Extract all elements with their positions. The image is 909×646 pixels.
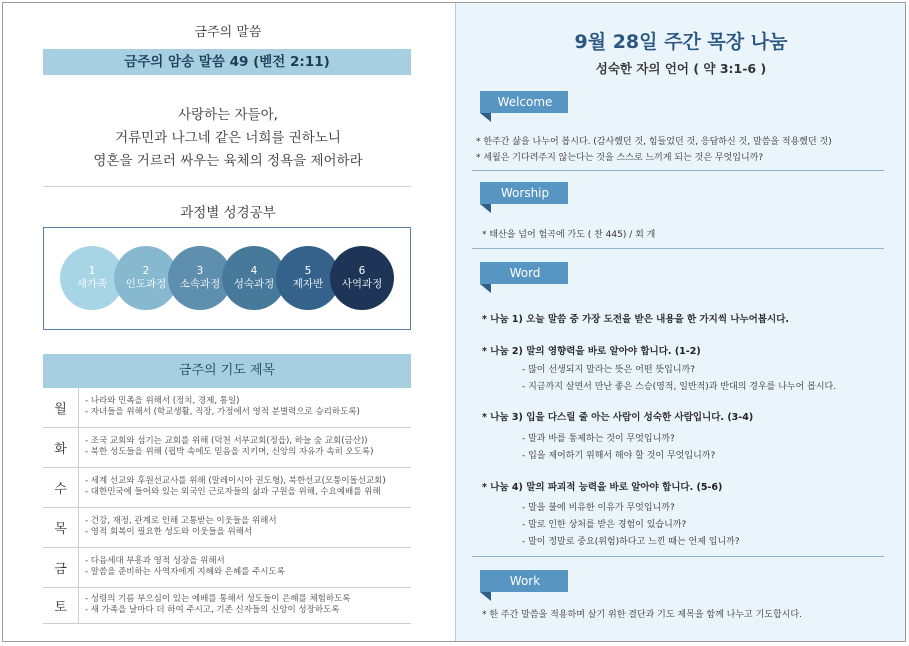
prayer-row-fri bbox=[43, 548, 411, 588]
bulletin-page bbox=[2, 2, 906, 642]
question-item: - 말과 바를 통제하는 것이 무엇입니까? bbox=[522, 434, 675, 444]
divider bbox=[472, 556, 884, 557]
question-item: - 지금까지 살면서 만난 좋은 스승(영적, 일반적)과 반대의 경우를 나누어 봅시다. bbox=[522, 382, 837, 392]
prayer-day: 월 bbox=[43, 388, 79, 427]
left-panel bbox=[3, 3, 453, 641]
weekly-word-header: 금주의 말씀 bbox=[194, 25, 262, 40]
prayer-line: - 다음세대 부흥과 영적 성장을 위해서 bbox=[85, 556, 225, 566]
divider bbox=[472, 170, 884, 171]
prayer-line: - 조국 교회와 섬기는 교회를 위해 (덕천 서부교회(정읍), 하늘 숲 교회(금산)) bbox=[85, 436, 368, 446]
question-item: - 말이 정말로 중요(위험)하다고 느낀 때는 언제 입니까? bbox=[522, 537, 740, 547]
prayer-line: - 성령의 기름 부으심이 있는 예배를 통해서 성도들이 은혜를 체험하도록 bbox=[85, 594, 351, 604]
sharing-subtitle: 성숙한 자의 언어 ( 약 3:1-6 ) bbox=[595, 61, 767, 76]
prayer-row-mon bbox=[43, 388, 411, 428]
question-item: - 말로 인한 상처를 받은 경험이 있습니까? bbox=[522, 520, 687, 530]
welcome-line-1: * 한주간 삶을 나누어 봅시다. (감사했던 것, 힘들었던 것, 응답하신 것, 말씀을 적용했던 것) bbox=[476, 137, 832, 147]
worship-line: * 태산을 넘어 험곡에 가도 ( 찬 445) / 회 개 bbox=[482, 230, 656, 240]
course-name: 새가족 bbox=[76, 278, 108, 290]
prayer-line: - 건강, 재정, 관계로 인해 고통받는 이웃들을 위해서 bbox=[85, 516, 277, 526]
question-item: - 입을 제어하기 위해서 해야 할 것이 무엇입니까? bbox=[522, 451, 716, 461]
prayer-row-sat bbox=[43, 588, 411, 624]
course-number: 3 bbox=[196, 265, 204, 277]
prayer-line: - 자녀들을 위해서 (학교생활, 직장, 가정에서 영적 분별력으로 승리하도록) bbox=[85, 407, 360, 417]
course-number: 4 bbox=[250, 265, 258, 277]
divider bbox=[43, 186, 411, 187]
prayer-day: 수 bbox=[43, 468, 79, 507]
course-diagram bbox=[43, 227, 411, 330]
prayer-day: 목 bbox=[43, 508, 79, 547]
prayer-line: - 말씀을 준비하는 사역자에게 지혜와 은혜를 주시도록 bbox=[85, 567, 285, 577]
course-name: 사역과정 bbox=[341, 278, 383, 290]
sharing-question-1: * 나눔 1) 오늘 말씀 중 가장 도전을 받은 내용을 한 가지씩 나누어봅시다. bbox=[482, 314, 789, 325]
sharing-question-2: * 나눔 2) 말의 영향력을 바로 알아야 합니다. (1-2) bbox=[482, 346, 701, 357]
prayer-line: - 세계 선교와 후원선교사를 위해 (말레이시아 권도형), 북한선교(모퉁이돌선교회) bbox=[85, 476, 386, 486]
sharing-question-3: * 나눔 3) 입을 다스릴 줄 아는 사람이 성숙한 사람입니다. (3-4) bbox=[482, 412, 754, 423]
course-circle-6 bbox=[330, 246, 394, 310]
course-number: 5 bbox=[304, 265, 312, 277]
study-title: 과정별 성경공부 bbox=[180, 205, 276, 221]
course-number: 2 bbox=[142, 265, 150, 277]
work-line: * 한 주간 말씀을 적용하며 살기 위한 결단과 기도 제목을 함께 나누고 기도합시다. bbox=[482, 610, 802, 620]
prayer-row-tue bbox=[43, 428, 411, 468]
prayer-line: - 영적 회복이 필요한 성도와 이웃들을 위해서 bbox=[85, 527, 253, 537]
prayer-row-wed bbox=[43, 468, 411, 508]
verse-line-1: 사랑하는 자들아, bbox=[178, 107, 278, 123]
memory-verse-title: 금주의 암송 말씀 49 (벧전 2:11) bbox=[43, 49, 411, 75]
welcome-tag: Welcome bbox=[480, 91, 568, 113]
right-panel bbox=[455, 3, 905, 641]
prayer-day: 금 bbox=[43, 548, 79, 587]
sharing-title: 9월 28일 주간 목장 나눔 bbox=[574, 31, 788, 53]
divider bbox=[472, 248, 884, 249]
welcome-line-2: * 세월은 기다려주지 않는다는 것을 스스로 느끼게 되는 것은 무엇입니까? bbox=[476, 153, 764, 163]
prayer-day: 화 bbox=[43, 428, 79, 467]
course-name: 제자반 bbox=[292, 278, 324, 290]
prayer-day: 토 bbox=[43, 588, 79, 623]
prayer-line: - 북한 성도들을 위해 (핍박 속에도 믿음을 지키며, 신앙의 자유가 속히 오도록) bbox=[85, 447, 374, 457]
word-tag: Word bbox=[480, 262, 568, 284]
question-item: - 많이 선생되지 말라는 뜻은 어떤 뜻입니까? bbox=[522, 365, 695, 375]
prayer-row-thu bbox=[43, 508, 411, 548]
prayer-line: - 대한민국에 들어와 있는 외국인 근로자들의 삶과 구원을 위해, 수요예배를 위해 bbox=[85, 487, 381, 497]
course-number: 6 bbox=[358, 265, 366, 277]
prayer-line: - 새 가족을 날마다 더 하여 주시고, 기존 신자들의 신앙이 성장하도록 bbox=[85, 605, 340, 615]
course-number: 1 bbox=[88, 265, 96, 277]
question-item: - 말을 불에 비유한 이유가 무엇입니까? bbox=[522, 503, 675, 513]
course-name: 성숙과정 bbox=[233, 278, 275, 290]
verse-line-3: 영혼을 거르러 싸우는 육체의 정욕을 제어하라 bbox=[93, 153, 363, 169]
prayer-title: 금주의 기도 제목 bbox=[43, 354, 411, 388]
work-tag: Work bbox=[480, 570, 568, 592]
course-name: 소속과정 bbox=[179, 278, 221, 290]
worship-tag: Worship bbox=[480, 182, 568, 204]
course-name: 인도과정 bbox=[125, 278, 167, 290]
sharing-question-4: * 나눔 4) 말의 파괴적 능력을 바로 알아야 합니다. (5-6) bbox=[482, 482, 723, 493]
verse-line-2: 거류민과 나그네 같은 너희를 권하노니 bbox=[115, 130, 341, 146]
prayer-line: - 나라와 민족을 위해서 (정치, 경제, 통일) bbox=[85, 396, 240, 406]
